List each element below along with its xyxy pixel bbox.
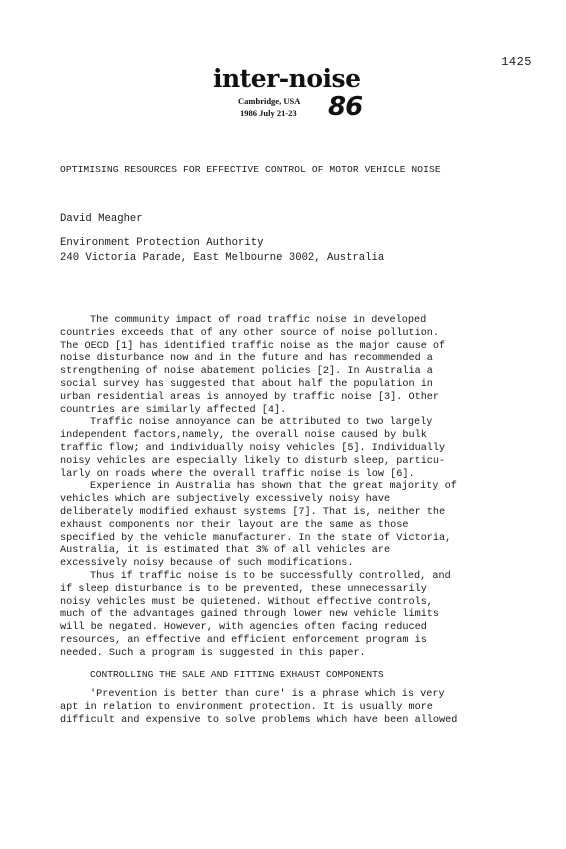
- text-line: needed. Such a program is suggested in this paper.: [60, 647, 366, 659]
- logo-year: 86: [328, 92, 363, 122]
- author-address: 240 Victoria Parade, East Melbourne 3002, Australia: [60, 252, 385, 264]
- paragraph: [60, 315, 492, 417]
- conference-logo: [213, 64, 363, 132]
- text-line: resources, an effective and efficient enforcement program is: [60, 634, 427, 646]
- logo-wordmark: inter-noise: [213, 64, 361, 93]
- text-line: countries exceeds that of any other source of noise pollution.: [60, 327, 440, 339]
- text-line: difficult and expensive to solve problems which have been allowed: [60, 714, 458, 726]
- text-line: Australia, it is estimated that 3% of all vehicles are: [60, 545, 391, 557]
- author-name: David Meagher: [60, 213, 143, 225]
- text-line: will be negated. However, with agencies often facing reduced: [60, 622, 427, 634]
- text-line: larly on roads where the overall traffic noise is low [6].: [60, 468, 415, 480]
- text-line: strengthening of noise abatement policies [2]. In Australia a: [60, 366, 433, 378]
- paragraph: [60, 571, 492, 661]
- text-line: Experience in Australia has shown that the great majority of: [90, 481, 457, 493]
- body-text: [60, 315, 492, 728]
- paper-title: OPTIMISING RESOURCES FOR EFFECTIVE CONTROL OF MOTOR VEHICLE NOISE: [60, 164, 441, 175]
- text-line: Traffic noise annoyance can be attributed to two largely: [90, 417, 433, 429]
- page-number: 1425: [501, 55, 532, 69]
- text-line: vehicles which are subjectively excessively noisy have: [60, 494, 391, 506]
- text-line: The OECD [1] has identified traffic noise as the major cause of: [60, 340, 446, 352]
- text-line: excessively noisy because of such modifications.: [60, 558, 354, 570]
- author-organization: Environment Protection Authority: [60, 236, 264, 249]
- text-line: noisy vehicles are especially likely to disturb sleep, particu-: [60, 455, 446, 467]
- text-line: independent factors,namely, the overall noise caused by bulk: [60, 430, 427, 442]
- text-line: exhaust components nor their layout are the same as those: [60, 519, 409, 531]
- paragraph: [60, 689, 492, 727]
- text-line: noise disturbance now and in the future and has recommended a: [60, 353, 433, 365]
- paragraph: [60, 417, 492, 481]
- section-heading: CONTROLLING THE SALE AND FITTING EXHAUST COMPONENTS: [90, 668, 384, 680]
- text-line: social survey has suggested that about half the population in: [60, 378, 433, 390]
- text-line: Thus if traffic noise is to be successfully controlled, and: [90, 570, 451, 582]
- text-line: traffic flow; and individually noisy vehicles [5]. Individually: [60, 442, 446, 454]
- logo-date: 1986 July 21-23: [240, 108, 297, 118]
- author-block: [60, 212, 384, 267]
- text-line: if sleep disturbance is to be prevented, these unnecessarily: [60, 583, 427, 595]
- logo-city: Cambridge, USA: [238, 96, 301, 106]
- text-line: The community impact of road traffic noise in developed: [90, 315, 427, 326]
- text-line: 'Prevention is better than cure' is a phrase which is very: [90, 689, 445, 701]
- text-line: much of the advantages gained through lower new vehicle limits: [60, 609, 440, 621]
- text-line: specified by the vehicle manufacturer. In the state of Victoria,: [60, 532, 452, 544]
- text-line: urban residential areas is annoyed by traffic noise [3]. Other: [60, 391, 440, 403]
- text-line: apt in relation to environment protection. It is usually more: [60, 702, 433, 714]
- text-line: countries are similarly affected [4].: [60, 404, 287, 416]
- text-line: deliberately modified exhaust systems [7]. That is, neither the: [60, 506, 446, 518]
- paragraph: [60, 481, 492, 571]
- text-line: noisy vehicles must be quietened. Without effective controls,: [60, 596, 433, 608]
